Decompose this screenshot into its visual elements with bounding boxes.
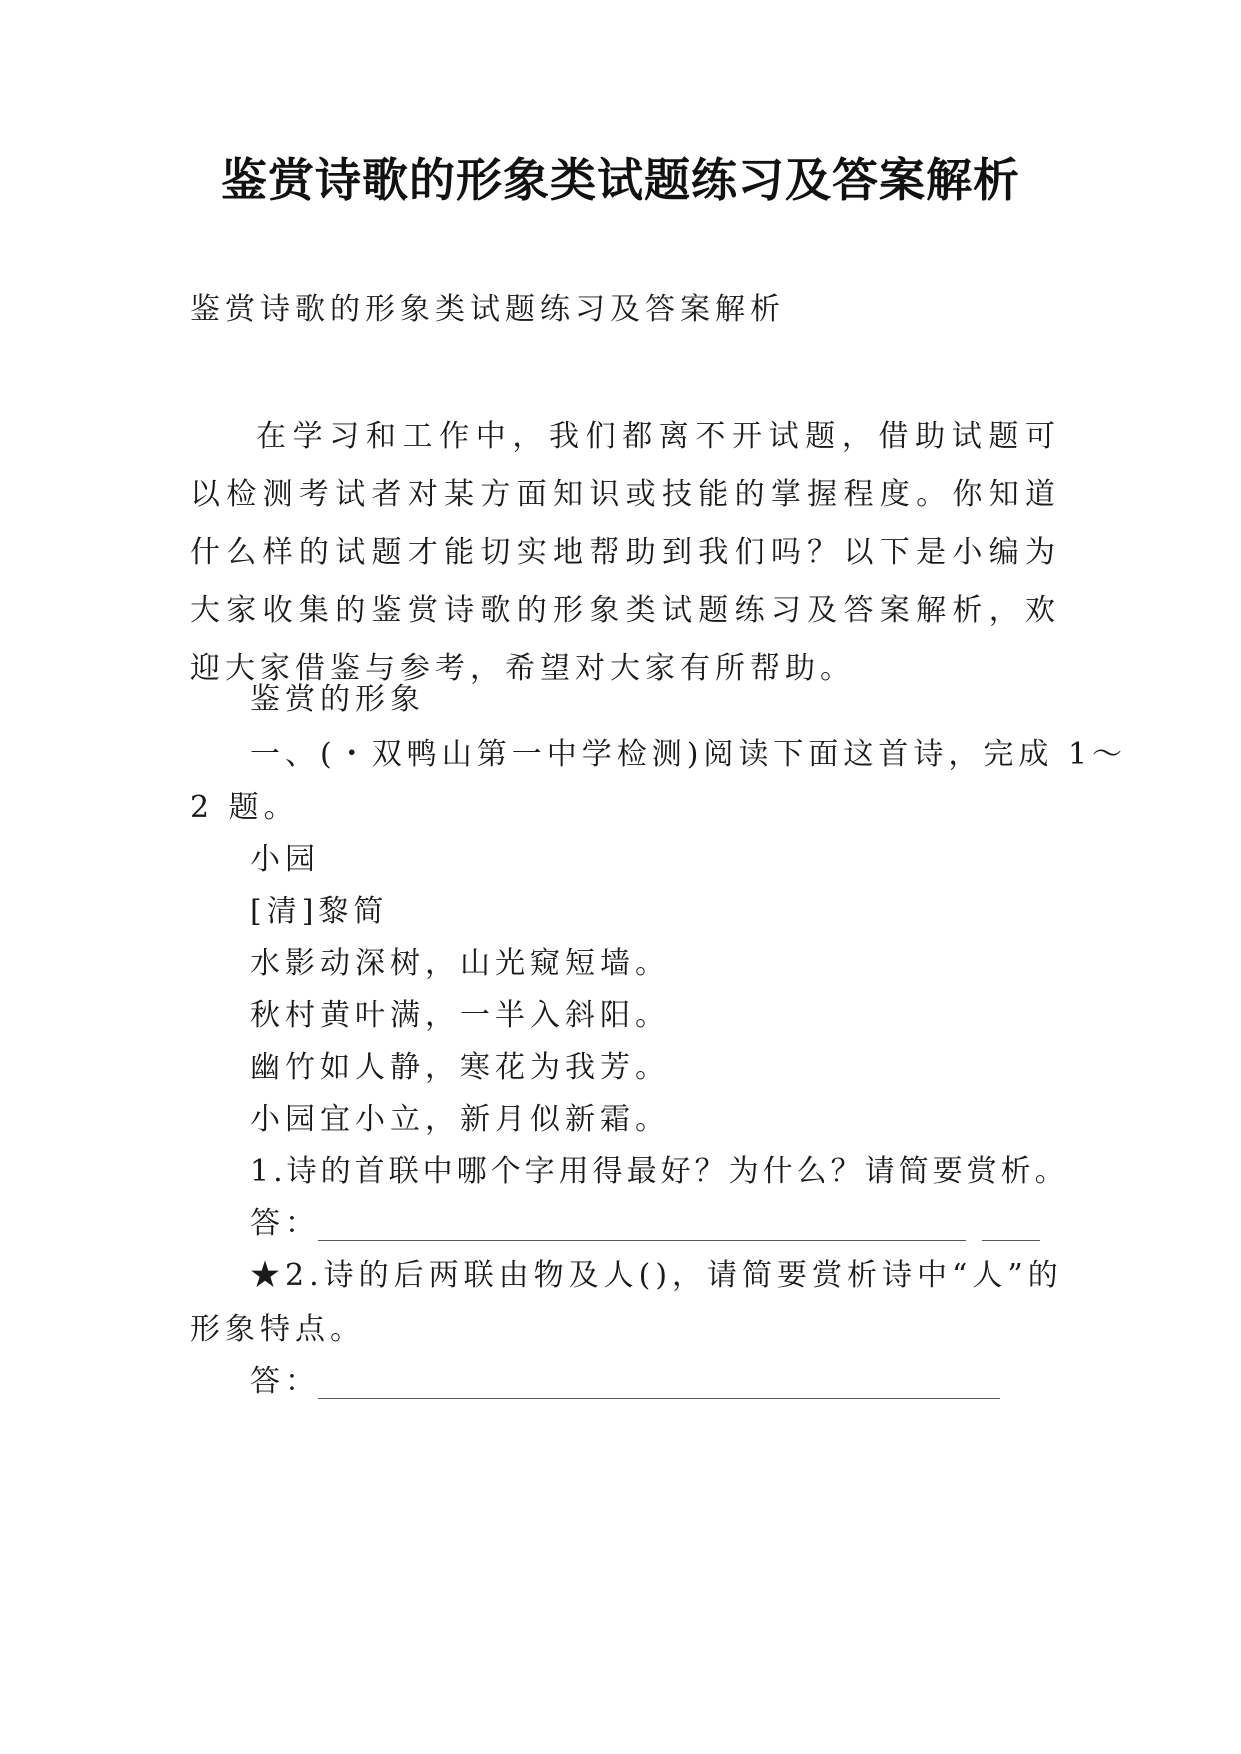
question-intro-line1: 一、(・双鸭山第一中学检测)阅读下面这首诗，完成 1～ [250,737,1128,772]
answer-label-2: 答： [250,1364,320,1399]
question-2-line2: 形象特点。 [190,1312,365,1347]
question-2-line1: ★2.诗的后两联由物及人()，请简要赏析诗中“人”的 [250,1258,1063,1293]
answer-line-2[interactable] [318,1398,1000,1399]
document-subtitle: 鉴赏诗歌的形象类试题练习及答案解析 [190,292,785,327]
poem-title: 小园 [250,842,320,877]
poem-author: [清]黎简 [250,894,389,929]
poem-line: 水影动深树，山光窥短墙。 [250,946,670,981]
question-intro-line2: 2 题。 [190,790,299,825]
intro-paragraph: 在学习和工作中，我们都离不开试题，借助试题可以检测考试者对某方面知识或技能的掌握程度。你知道什么样的试题才能切实地帮助到我们吗？以下是小编为大家收集的鉴赏诗歌的形象类试题练习及答案解析，欢迎大家借鉴与参考，希望对大家有所帮助。 [190,419,1060,686]
poem-line: 幽竹如人静，寒花为我芳。 [250,1050,670,1085]
answer-line-1b[interactable] [982,1240,1040,1241]
page-title: 鉴赏诗歌的形象类试题练习及答案解析 [221,153,1020,207]
answer-label-1: 答： [250,1206,320,1241]
answer-line-1[interactable] [318,1240,966,1241]
poem-line: 小园宜小立，新月似新霜。 [250,1102,670,1137]
poem-line: 秋村黄叶满，一半入斜阳。 [250,998,670,1033]
question-1: 1.诗的首联中哪个字用得最好？为什么？请简要赏析。 [250,1154,1069,1189]
section-heading: 鉴赏的形象 [250,682,425,717]
